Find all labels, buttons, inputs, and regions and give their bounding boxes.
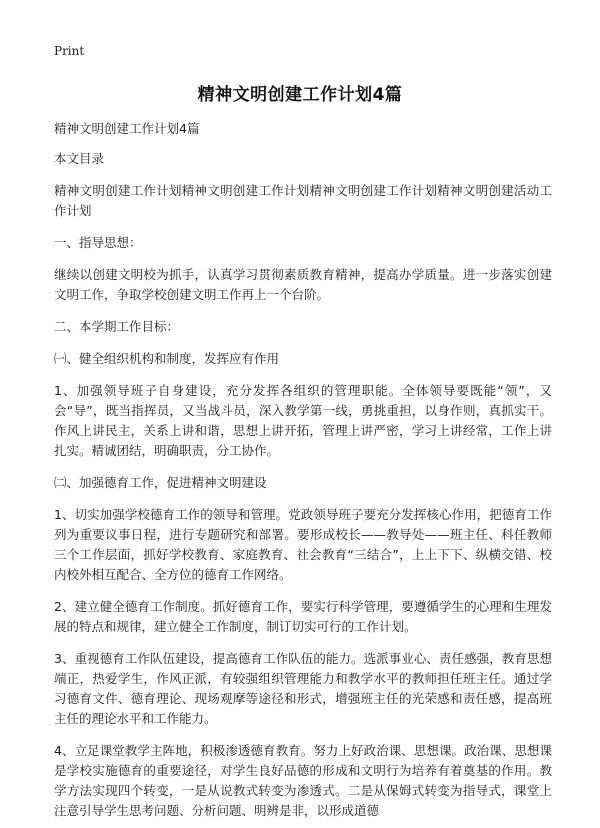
body-paragraph: 继续以创建文明校为抓手，认真学习贯彻素质教育精神，提高办学质量。进一步落实创建文明工作，争取学校创建文明工作再上一个台阶。 [54,267,552,302]
document-body [54,119,552,821]
print-link[interactable]: Print [54,44,85,58]
body-paragraph: 4、立足课堂教学主阵地，积极渗透德育教育。努力上好政治课、思想课。政治课、思想课是学校实施德育的重要途径，对学生良好品德的形成和文明行为培养有着奠基的作用。教学方法实现四个转变，一是从说教式转变为渗透式。二是从保姆式转变为指导式，课堂上注意引导学生思考问题、分析问题、明辨是非，以形成道德 [54,743,552,818]
page-title: 精神文明创建工作计划4篇 [197,85,403,105]
body-paragraph: 2、建立健全德育工作制度。抓好德育工作，要实行科学管理，要遵循学生的心理和生理发展的特点和规律，建立健全工作制度，制订切实可行的工作计划。 [54,599,552,634]
subtitle-paragraph: 精神文明创建工作计划4篇 [54,121,200,136]
body-paragraph: 1、切实加强学校德育工作的领导和管理。党政领导班子要充分发挥核心作用，把德育工作列为重要议事日程，进行专题研究和部署。要形成校长——教导处——班主任、科任教师三个工作层面，抓好学校教育、家庭教育、社会教育“三结合”，上上下下、纵横交错、校内校外相互配合、全方位的德育工作网络。 [54,507,552,582]
body-paragraph: 1、加强领导班子自身建设，充分发挥各组织的管理职能。全体领导要既能“领”，又会“导”，既当指挥员，又当战斗员，深入教学第一线，勇挑重担，以身作则，真抓实干。作风上讲民主，关系上讲和谐，思想上讲开拓，管理上讲严密，学习上讲经常，工作上讲扎实。精诚团结，明确职责，分工协作。 [54,383,552,458]
section-heading: 一、指导思想： [54,235,142,250]
subsection-heading: ㈠、健全组织机构和制度，发挥应有作用 [54,351,280,366]
body-paragraph: 3、重视德育工作队伍建设，提高德育工作队伍的能力。选派事业心、责任感强，教育思想端正，热爱学生，作风正派，有较强组织管理能力和教学水平的教师担任班主任。通过学习德育文件、德育理论、现场观摩等途径和形式，增强班主任的光荣感和责任感，提高班主任的理论水平和工作能力。 [54,651,552,726]
section-heading: 二、本学期工作目标： [54,319,180,334]
subsection-heading: ㈡、加强德育工作，促进精神文明建设 [54,475,267,490]
toc-heading: 本文目录 [54,151,105,166]
toc-entries: 精神文明创建工作计划精神文明创建工作计划精神文明创建工作计划精神文明创建活动工作计划 [54,183,552,218]
